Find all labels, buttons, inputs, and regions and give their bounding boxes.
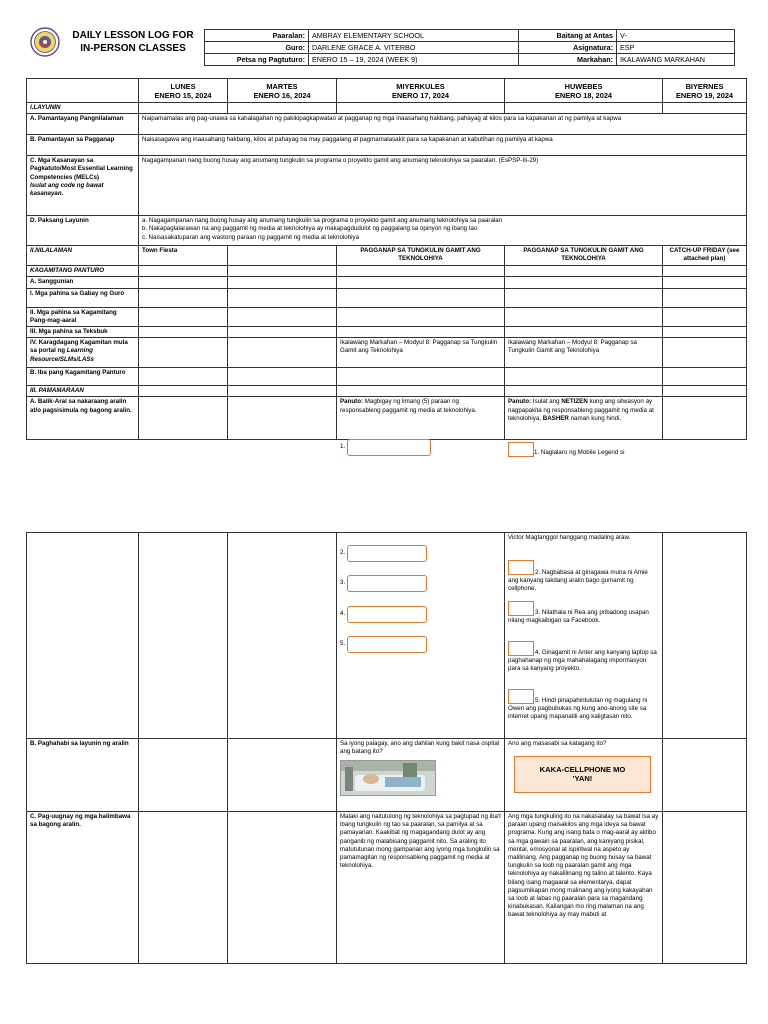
asignatura-label: Asignatura: [519,42,617,54]
answer-square-2[interactable] [508,560,534,575]
pamantayang-pangnilalaman-text: Naipamamalas ang pag-unawa sa kahalagahan ng pakikipagkapwatao at pagganap ng mga inaasahang hakbang, pahayag at kilos para sa kapakanan at ng pamilya at kapwa [139,114,747,135]
melcs-label-cell [27,156,139,216]
situations-cell [505,533,663,739]
day-header-martes: MARTES ENERO 16, 2024 [228,79,337,103]
situation-2: 2. Nagbabasa at ginagawa muna ni Amie ang kanyang takdang aralin bago gumamit ng cellphone. [508,569,648,593]
situation-5: 5. Hindi pinapahintulutan ng magulang ni Owen ang pagbubukas ng kung ano-anong site sa internet upang mapanatili ang kaligtasan nito. [508,697,648,721]
paksang-layunin-c: c. Naisasakatuparan ang wastong paraan ng paggamit ng media at teknolohiya [142,233,360,241]
pamantayang-pangnilalaman-label: A. Pamantayang Pangnilalaman [27,114,139,135]
melcs-text: Nagagampanan nang buong husay ang anumang tungkulin sa programa o proyekto gamit ang anumang teknolohiya sa paaralan. (EsPSP-IIi-29) [139,156,747,216]
answer-square-4[interactable] [508,641,534,656]
paaralan-label: Paaralan: [205,30,309,42]
answer-box-2[interactable] [347,545,427,562]
paguugnay-huwebes: Ang mga tungkuling ito na nakasalalay sa bawat isa ay paraan upang maisakilos ang mga ideya sa bawat programa. Kung ang isang bata o mag-aaral ay aktibo sa mga gawain sa paaralan, ang kaniyang pisikal, mental, emosyonal at ispiritwal na aspeto ay malilinang. Ang pagganap ng buong husay sa bawat tungkulin sa loob ng paaralan gamit ang mga teknolohiya ay nakalilinang ng talino at talento. Kaya bilang isang magaaral sa elementarya, dapat pagsumikapan mong malinang ang iyong kakayahan sa loob at labas ng paaralan para sa magandang kinabukasan. Kailangan mo ring malaman na ang bawat teknolohiya ay may mabuti at [505,812,663,964]
answer-square-1[interactable] [508,442,534,457]
answer-box-4[interactable] [347,606,427,623]
situation-4: 4. Ginagamit ni Anter ang kanyang laptop sa paghahanap ng mga mahahalagang impormasyon para sa kanyang proyekto. [508,649,657,673]
paksang-layunin-label: D. Paksang Layunin [27,216,139,246]
situation-3: 3. Nilathala ni Rea ang pribadong usapan nilang magkaibigan sa Facebook. [508,609,649,625]
nilalaman-lunes: Town Fiesta [139,246,228,266]
day-header-biyernes: BIYERNES ENERO 19, 2024 [663,79,747,103]
section-layunin: I.LAYUNIN [27,103,139,114]
answer-3-number: 3. [340,579,346,587]
paaralan-value: AMBRAY ELEMENTARY SCHOOL [309,30,519,42]
nilalaman-biyernes: CATCH-UP FRIDAY (see attached plan) [663,246,747,266]
answer-square-3[interactable] [508,601,534,616]
baitang-label: Baitang at Antas [519,30,617,42]
title-line-1: DAILY LESSON LOG FOR [72,30,194,41]
day-header-miyerkules: MIYERKULES ENERO 17, 2024 [337,79,505,103]
nilalaman-miyerkules: PAGGANAP SA TUNGKULIN GAMIT ANG TEKNOLOHIYA [337,246,505,266]
kagamitang-magaaral-label: II. Mga pahina sa Kagamitang Pang-mag-aaral [27,307,139,326]
paksang-layunin-a: a. Nagagampanan nang buong husay ang anumang tungkulin sa programa o proyekto gamit ang anumang teknolohiya sa paaralan [142,217,503,225]
day-header-lunes: LUNES ENERO 15, 2024 [139,79,228,103]
answer-box-3[interactable] [347,575,427,592]
gabay-guro-label: I. Mga pahina sa Gabay ng Guro [27,288,139,307]
markahan-value: IKALAWANG MARKAHAN [617,54,735,66]
answer-square-5[interactable] [508,689,534,704]
sanggunian-label: A. Sanggunian [27,277,139,288]
balik-aral-huwebes: Panuto: Isulat ang NETIZEN kung ang sitwasyon ay nagpapakita ng responsableng paggamit ng media at teknolohiya, BASHER naman kung hindi. 1. Naglalaro ng Mobile Legend si [505,397,663,440]
situation-1: 1. Naglalaro ng Mobile Legend si [534,449,625,457]
balik-aral-miyerkules: Panuto: Magbigay ng limang (5) paraan ng responsableng paggamit ng media at teknolohiya. 1. [337,397,505,440]
day-header-huwebes: HUWEBES ENERO 18, 2024 [505,79,663,103]
nilalaman-huwebes: PAGGANAP SA TUNGKULIN GAMIT ANG TEKNOLOHIYA [505,246,663,266]
modyul-huwebes: Ikalawang Markahan – Modyul 8: Pagganap sa Tungkulin Gamit ang Teknolohiya [505,338,663,368]
baitang-value: V- [617,30,735,42]
paguugnay-label: C. Pag-uugnay ng mga halimbawa sa bagong aralin. [27,812,139,964]
paksang-layunin-b: b. Nakapaglalarawan na ang paggamit ng media at teknolohiya ay makapagdudulot ng paggalang sa opinyon ng ibang tao [142,225,478,233]
answer-4-number: 4. [340,610,346,618]
answer-box-1[interactable] [347,439,431,456]
deped-seal-icon [30,27,60,57]
balik-aral-label: A. Balik-Aral sa nakaraang aralin at/o pagsisimula ng bagong aralin. [27,397,139,440]
situation-1-cont: Victor Magtanggol hanggang madaling araw. [508,534,631,541]
petsa-value: ENERO 15 – 19, 2024 (WEEK 9) [309,54,519,66]
answer-boxes-cell [337,533,505,739]
teksbuk-label: III. Mga pahina sa Teksbuk [27,327,139,338]
paguugnay-miyerkules: Malaki ang naitutulong ng teknolohiya sa pagtupad ng iba't ibang tungkulin ng tao sa paaralan, sa pamilya at sa pamayanan. Kaakibat ng magagandang dulot ay ang panganib ng malabisang paggamit nito. Sa araling ito matututunan mong gampanan ang iyong mga tungkulin sa pamamagitan ng responsableng paggamit ng media at teknolohiya. [337,812,505,964]
pamantayan-pagganap-label: B. Pamantayan sa Pagganap [27,135,139,156]
karagdagang-kagamitan-label: IV. Karagdagang Kagamitan mula sa portal ng Learning Resource/SLMs/LASs [27,338,139,368]
cellphone-quote-box: KAKA-CELLPHONE MO 'YAN! [514,756,651,793]
paghahabi-miyerkules: Sa iyong palagay, ano ang dahilan kung bakit nasa ospital ang batang ito? [337,739,505,812]
lesson-log-table [26,78,747,457]
title-line-2: IN-PERSON CLASSES [80,43,186,54]
section-nilalaman: II.NILALAMAN [27,246,139,266]
petsa-label: Petsa ng Pagtuturo: [205,54,309,66]
answer-5-number: 5. [340,640,346,648]
melcs-note: Isulat ang code ng bawat kasanayan. [30,181,104,198]
guro-label: Guro: [205,42,309,54]
iba-pang-kagamitan-label: B. Iba pang Kagamitang Panturo [27,368,139,386]
lesson-log-table-page2 [26,532,747,964]
section-kagamitang-panturo: KAGAMITANG PANTURO [27,266,139,277]
paghahabi-huwebes: Ano ang masasabi sa katagang ito? KAKA-CELLPHONE MO 'YAN! [505,739,663,812]
melcs-label: C. Mga Kasanayan sa Pagkatuto/Most Essential Learning Competencies (MELCs) [30,157,133,181]
answer-2-number: 2. [340,549,346,557]
header-info-table [204,29,735,66]
section-pamamaraan: III. PAMAMARAAN [27,386,139,397]
hospital-photo [340,760,436,796]
markahan-label: Markahan: [519,54,617,66]
paghahabi-label: B. Paghahabi sa layunin ng aralin [27,739,139,812]
pamantayan-pagganap-text: Naisasagawa ang inaasahang hakbang, kilos at pahayag na may paggalang at pagmamalasakit para sa kapakanan at kabutihan ng pamilya at kapwa [139,135,747,156]
modyul-miyerkules: Ikalawang Markahan – Modyul 8: Pagganap sa Tungkulin Gamit ang Teknolohiya [337,338,505,368]
paksang-layunin-cell [139,216,747,246]
answer-1-number: 1. [340,443,346,451]
answer-box-5[interactable] [347,636,427,653]
guro-value: DARLENE GRACE A. VITERBO [309,42,519,54]
asignatura-value: ESP [617,42,735,54]
